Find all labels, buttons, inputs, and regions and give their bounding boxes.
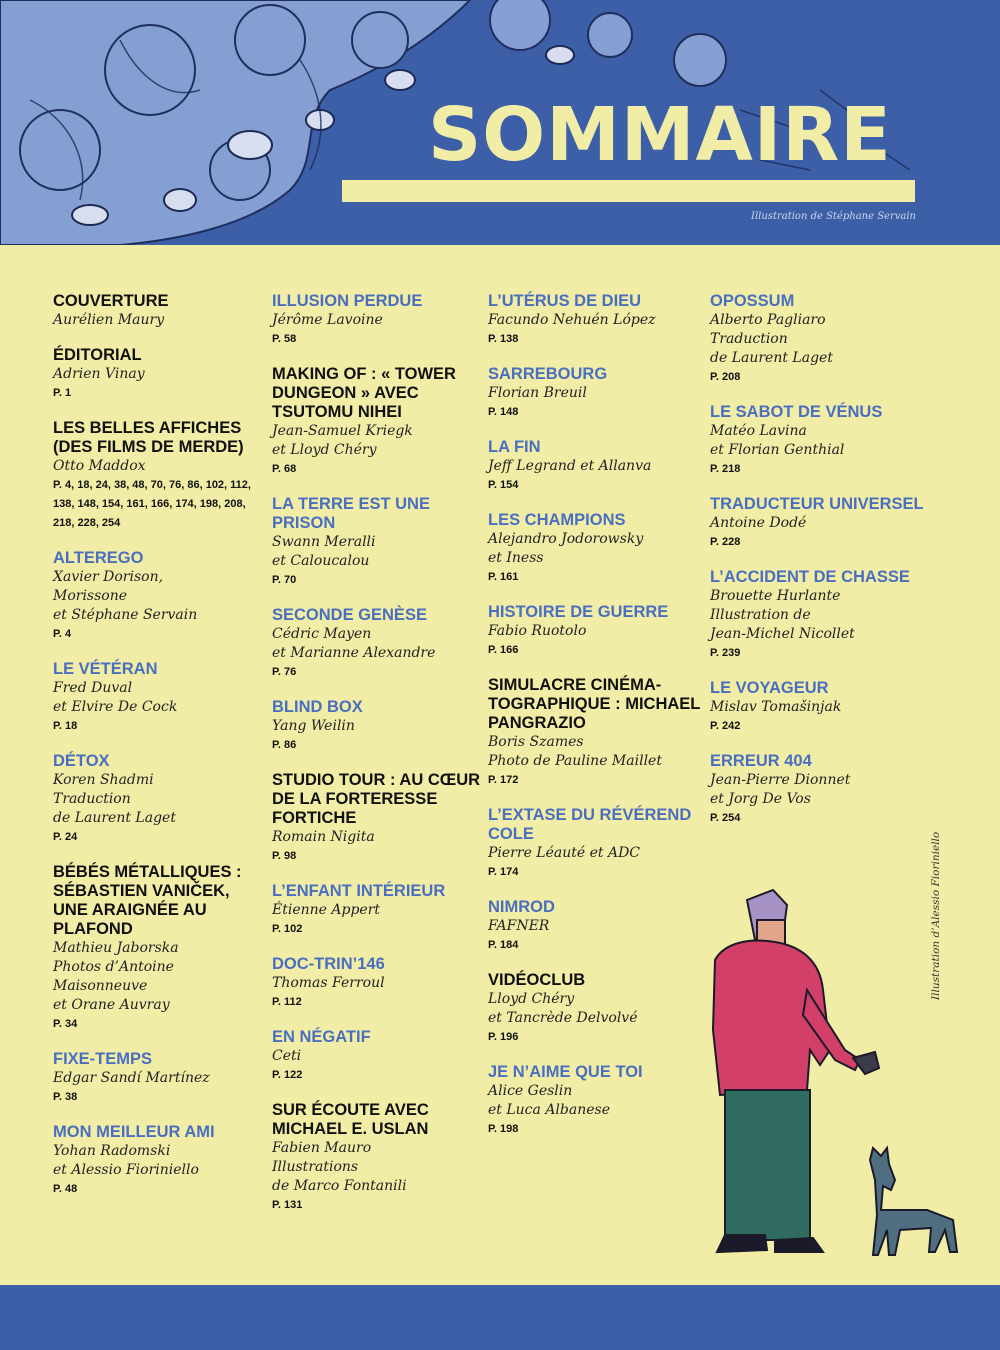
entry-title: LES CHAMPIONS — [488, 511, 626, 529]
toc-entry[interactable] — [488, 365, 703, 422]
entry-page: P. 98 — [272, 850, 297, 862]
entry-title: LA TERRE EST UNE PRISON — [272, 495, 430, 532]
toc-entry[interactable] — [488, 438, 703, 495]
entry-page: P. 198 — [488, 1123, 519, 1135]
entry-author: Adrien Vinay — [53, 366, 145, 382]
entry-author: Florian Breuil — [488, 385, 587, 401]
entry-author: Antoine Dodé — [710, 515, 807, 531]
entry-page: P. 18 — [53, 720, 78, 732]
entry-page: P. 76 — [272, 666, 297, 678]
toc-column-1 — [53, 292, 268, 1215]
entry-title: SIMULACRE CINÉMA-TOGRAPHIQUE : MICHAEL PANGRAZIO — [488, 676, 701, 732]
toc-entry[interactable] — [272, 606, 487, 682]
entry-page: P. 70 — [272, 574, 297, 586]
entry-author: Cédric Mayen et Marianne Alexandre — [272, 626, 436, 661]
toc-entry[interactable] — [272, 771, 487, 866]
entry-author: Fred Duval et Elvire De Cock — [53, 680, 178, 715]
entry-page: P. 122 — [272, 1069, 303, 1081]
toc-entry[interactable] — [488, 806, 703, 882]
entry-page: P. 228 — [710, 536, 741, 548]
entry-page: P. 102 — [272, 923, 303, 935]
entry-title: VIDÉOCLUB — [488, 971, 586, 989]
toc-entry[interactable] — [272, 882, 487, 939]
toc-entry[interactable] — [53, 752, 268, 847]
entry-author: Thomas Ferroul — [272, 975, 385, 991]
entry-author: Étienne Appert — [272, 902, 381, 918]
toc-column-2 — [272, 292, 487, 1231]
toc-entry[interactable] — [488, 603, 703, 660]
entry-page: P. 86 — [272, 739, 297, 751]
header-illustration — [0, 0, 1000, 245]
entry-page: P. 131 — [272, 1199, 303, 1211]
toc-entry[interactable] — [53, 1123, 268, 1199]
entry-title: ILLUSION PERDUE — [272, 292, 423, 310]
toc-entry[interactable] — [488, 511, 703, 587]
entry-page: P. 68 — [272, 463, 297, 475]
entry-title: L’UTÉRUS DE DIEU — [488, 292, 642, 310]
entry-page: P. 242 — [710, 720, 741, 732]
entry-author: Yohan Radomski et Alessio Fioriniello — [53, 1143, 199, 1178]
entry-author: Jean-Pierre Dionnet et Jorg De Vos — [710, 772, 851, 807]
toc-entry[interactable] — [710, 679, 925, 736]
entry-author: Matéo Lavina et Florian Genthial — [710, 423, 845, 458]
page-title: SOMMAIRE — [428, 92, 892, 178]
entry-author: Aurélien Maury — [53, 312, 165, 328]
toc-entry[interactable] — [272, 698, 487, 755]
entry-title: JE N’AIME QUE TOI — [488, 1063, 643, 1081]
entry-title: MON MEILLEUR AMI — [53, 1123, 215, 1141]
entry-author: Lloyd Chéry et Tancrède Delvolvé — [488, 991, 638, 1026]
entry-title: NIMROD — [488, 898, 555, 916]
entry-author: FAFNER — [488, 918, 550, 934]
entry-author: Facundo Nehuén López — [488, 312, 656, 328]
entry-author: Koren Shadmi Traduction de Laurent Laget — [53, 772, 176, 826]
entry-page: P. 4 — [53, 628, 72, 640]
entry-title: COUVERTURE — [53, 292, 169, 310]
entry-title: LA FIN — [488, 438, 541, 456]
entry-page: P. 34 — [53, 1018, 78, 1030]
entry-page: P. 38 — [53, 1091, 78, 1103]
entry-page: P. 1 — [53, 387, 72, 399]
entry-title: LE VOYAGEUR — [710, 679, 829, 697]
entry-author: Alberto Pagliaro Traduction de Laurent Laget — [710, 312, 833, 366]
entry-author: Jeff Legrand et Allanva — [488, 458, 652, 474]
entry-author: Romain Nigita — [272, 829, 375, 845]
entry-title: BLIND BOX — [272, 698, 363, 716]
entry-page: P. 48 — [53, 1183, 78, 1195]
toc-entry[interactable] — [710, 568, 925, 663]
entry-author: Fabien Mauro Illustrations de Marco Fontanili — [272, 1140, 407, 1194]
toc-column-3 — [488, 292, 703, 1155]
toc-entry[interactable] — [272, 495, 487, 590]
title-block — [428, 92, 892, 178]
entry-title: DÉTOX — [53, 752, 110, 770]
entry-author: Jean-Samuel Kriegk et Lloyd Chéry — [272, 423, 413, 458]
toc-entry[interactable] — [53, 419, 268, 533]
entry-author: Xavier Dorison, Morissone et Stéphane Servain — [53, 569, 198, 623]
entry-author: Boris Szames Photo de Pauline Maillet — [488, 734, 662, 769]
entry-page: P. 196 — [488, 1031, 519, 1043]
illustration-credit: Illustration d’Alessio Fioriniello — [930, 831, 942, 1000]
entry-page: P. 208 — [710, 371, 741, 383]
entry-author: Jérôme Lavoine — [272, 312, 383, 328]
entry-title: TRADUCTEUR UNIVERSEL — [710, 495, 924, 513]
entry-page: P. 4, 18, 24, 38, 48, 70, 76, 86, 102, 112, 138, 148, 154, 161, 166, 174, 198, 208, 218, 228, 254 — [53, 479, 251, 529]
entry-title: ERREUR 404 — [710, 752, 812, 770]
entry-title: ÉDITORIAL — [53, 346, 142, 364]
entry-page: P. 254 — [710, 812, 741, 824]
toc-entry[interactable] — [710, 752, 925, 828]
entry-page: P. 112 — [272, 996, 302, 1008]
entry-author: Swann Meralli et Caloucalou — [272, 534, 376, 569]
entry-title: L’ENFANT INTÉRIEUR — [272, 882, 446, 900]
toc-entry[interactable] — [53, 660, 268, 736]
entry-title: SARREBOURG — [488, 365, 608, 383]
toc-entry[interactable] — [272, 1028, 487, 1085]
entry-title: L’EXTASE DU RÉVÉREND COLE — [488, 806, 692, 843]
entry-page: P. 154 — [488, 479, 519, 491]
entry-title: STUDIO TOUR : AU CŒUR DE LA FORTERESSE FORTICHE — [272, 771, 481, 827]
toc-entry[interactable] — [488, 898, 703, 955]
entry-title: L’ACCIDENT DE CHASSE — [710, 568, 910, 586]
footer-band — [0, 1285, 1000, 1350]
entry-page: P. 148 — [488, 406, 519, 418]
toc-entry[interactable] — [53, 1050, 268, 1107]
entry-page: P. 172 — [488, 774, 519, 786]
entry-page: P. 218 — [710, 463, 741, 475]
entry-title: SECONDE GENÈSE — [272, 606, 427, 624]
toc-entry[interactable] — [488, 1063, 703, 1139]
entry-title: EN NÉGATIF — [272, 1028, 371, 1046]
entry-author: Otto Maddox — [53, 458, 146, 474]
entry-page: P. 24 — [53, 831, 78, 843]
entry-title: SUR ÉCOUTE AVEC MICHAEL E. USLAN — [272, 1101, 429, 1138]
entry-author: Brouette Hurlante Illustration de Jean-Michel Nicollet — [710, 588, 855, 642]
entry-title: OPOSSUM — [710, 292, 795, 310]
toc-entry[interactable] — [53, 863, 268, 1034]
toc-entry[interactable] — [488, 292, 703, 349]
toc-entry[interactable] — [272, 1101, 487, 1215]
entry-author: Fabio Ruotolo — [488, 623, 587, 639]
toc-entry[interactable] — [710, 495, 925, 552]
entry-page: P. 161 — [488, 571, 519, 583]
toc-entry[interactable] — [272, 955, 487, 1012]
toc-entry[interactable] — [710, 403, 925, 479]
toc-entry[interactable] — [53, 549, 268, 644]
toc-entry[interactable] — [272, 365, 487, 479]
toc-entry[interactable] — [710, 292, 925, 387]
entry-page: P. 184 — [488, 939, 519, 951]
entry-page: P. 166 — [488, 644, 519, 656]
entry-title: LES BELLES AFFICHES (DES FILMS DE MERDE) — [53, 419, 244, 456]
entry-title: ALTEREGO — [53, 549, 144, 567]
entry-title: LE VÉTÉRAN — [53, 660, 158, 678]
entry-title: FIXE-TEMPS — [53, 1050, 153, 1068]
entry-author: Edgar Sandí Martínez — [53, 1070, 210, 1086]
entry-author: Mathieu Jaborska Photos d’Antoine Maisonneuve et Orane Auvray — [53, 940, 179, 1013]
entry-author: Alejandro Jodorowsky et Iness — [488, 531, 644, 566]
toc-entry[interactable] — [272, 292, 487, 349]
title-underline-bar — [342, 180, 915, 202]
entry-title: DOC-TRIN’146 — [272, 955, 385, 973]
entry-title: MAKING OF : « TOWER DUNGEON » AVEC TSUTOMU NIHEI — [272, 365, 456, 421]
entry-title: HISTOIRE DE GUERRE — [488, 603, 669, 621]
header-illustration-credit: Illustration de Stéphane Servain — [751, 211, 916, 222]
entry-title: BÉBÉS MÉTALLIQUES : SÉBASTIEN VANIČEK, UNE ARAIGNÉE AU PLAFOND — [53, 863, 242, 938]
entry-page: P. 174 — [488, 866, 519, 878]
toc-entry[interactable] — [488, 971, 703, 1047]
entry-title: LE SABOT DE VÉNUS — [710, 403, 883, 421]
toc-entry[interactable] — [53, 346, 268, 403]
toc-entry[interactable] — [53, 292, 268, 330]
toc-entry[interactable] — [488, 676, 703, 790]
entry-page: P. 138 — [488, 333, 519, 345]
entry-author: Mislav Tomašinjak — [710, 699, 842, 715]
entry-author: Alice Geslin et Luca Albanese — [488, 1083, 610, 1118]
entry-author: Pierre Léauté et ADC — [488, 845, 641, 861]
entry-author: Ceti — [272, 1048, 302, 1064]
entry-page: P. 239 — [710, 647, 741, 659]
entry-author: Yang Weilin — [272, 718, 355, 734]
toc-column-4 — [710, 292, 925, 844]
entry-page: P. 58 — [272, 333, 297, 345]
